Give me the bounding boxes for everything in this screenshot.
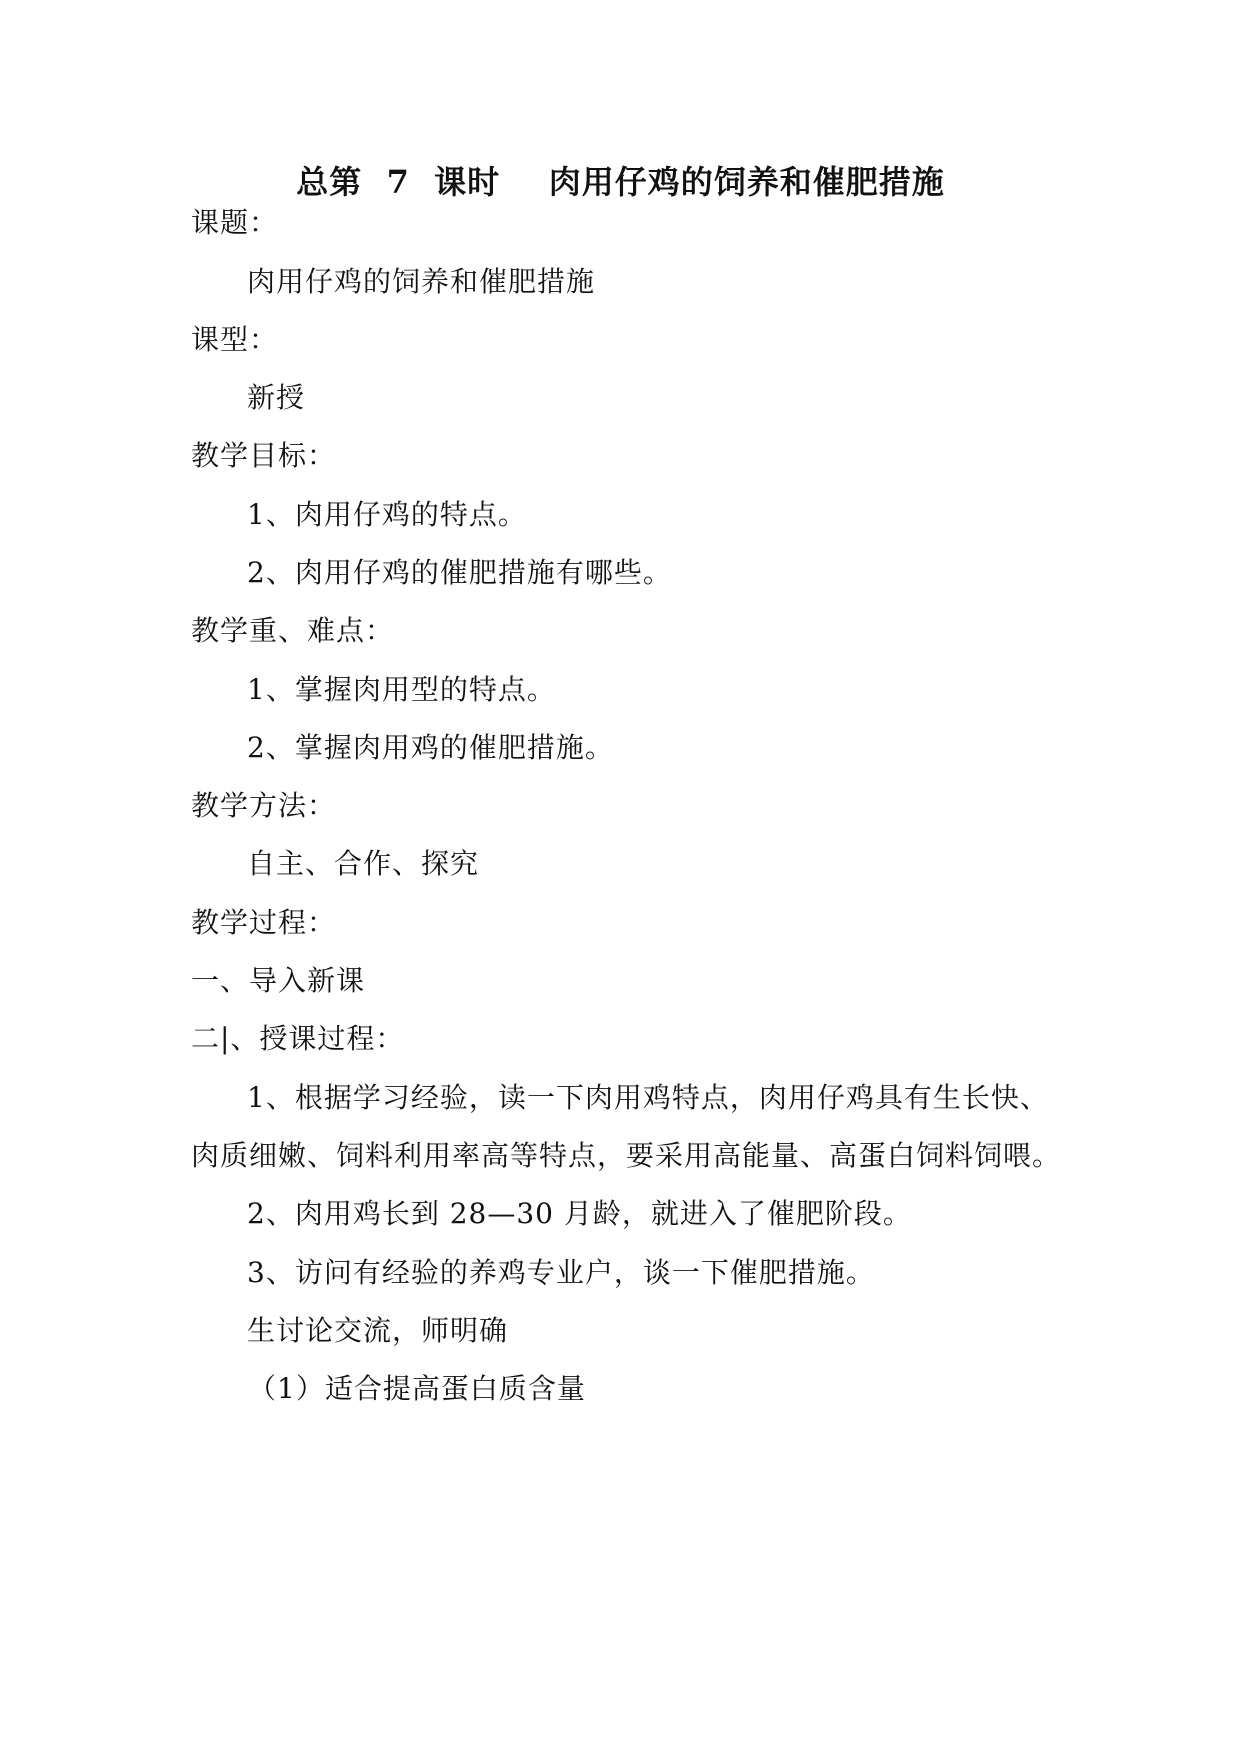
goal-item-2: 2、肉用仔鸡的催肥措施有哪些。 bbox=[247, 556, 672, 589]
label-key-points: 教学重、难点： bbox=[191, 614, 395, 647]
label-lesson-type: 课型： bbox=[191, 323, 279, 356]
discussion-line: 生讨论交流，师明确 bbox=[247, 1314, 509, 1347]
process-paragraph-1-line-1: 1、根据学习经验，读一下肉用鸡特点，肉用仔鸡具有生长快、 bbox=[247, 1081, 1049, 1114]
document-title: 总第 7 课时 肉用仔鸡的饲养和催肥措施 bbox=[296, 163, 945, 201]
label-topic: 课题： bbox=[191, 206, 279, 239]
key-point-2: 2、掌握肉用鸡的催肥措施。 bbox=[247, 731, 614, 764]
lesson-type-text: 新授 bbox=[247, 381, 306, 414]
process-paragraph-1-line-2: 肉质细嫩、饲料利用率高等特点，要采用高能量、高蛋白饲料饲喂。 bbox=[191, 1139, 1062, 1172]
label-teaching-process: 教学过程： bbox=[191, 906, 337, 939]
key-point-1: 1、掌握肉用型的特点。 bbox=[247, 673, 556, 706]
topic-text: 肉用仔鸡的饲养和催肥措施 bbox=[247, 265, 596, 298]
process-step-1: 一、导入新课 bbox=[191, 964, 366, 997]
process-paragraph-3: 3、访问有经验的养鸡专业户，谈一下催肥措施。 bbox=[247, 1256, 875, 1289]
methods-text: 自主、合作、探究 bbox=[247, 847, 480, 880]
label-teaching-methods: 教学方法： bbox=[191, 789, 337, 822]
goal-item-1: 1、肉用仔鸡的特点。 bbox=[247, 498, 527, 531]
label-teaching-goals: 教学目标： bbox=[191, 439, 337, 472]
process-paragraph-2: 2、肉用鸡长到 28—30 月龄，就进入了催肥阶段。 bbox=[247, 1197, 912, 1230]
process-step-2: 二|、授课过程： bbox=[191, 1022, 405, 1055]
measure-item-1: （1）适合提高蛋白质含量 bbox=[248, 1372, 586, 1405]
